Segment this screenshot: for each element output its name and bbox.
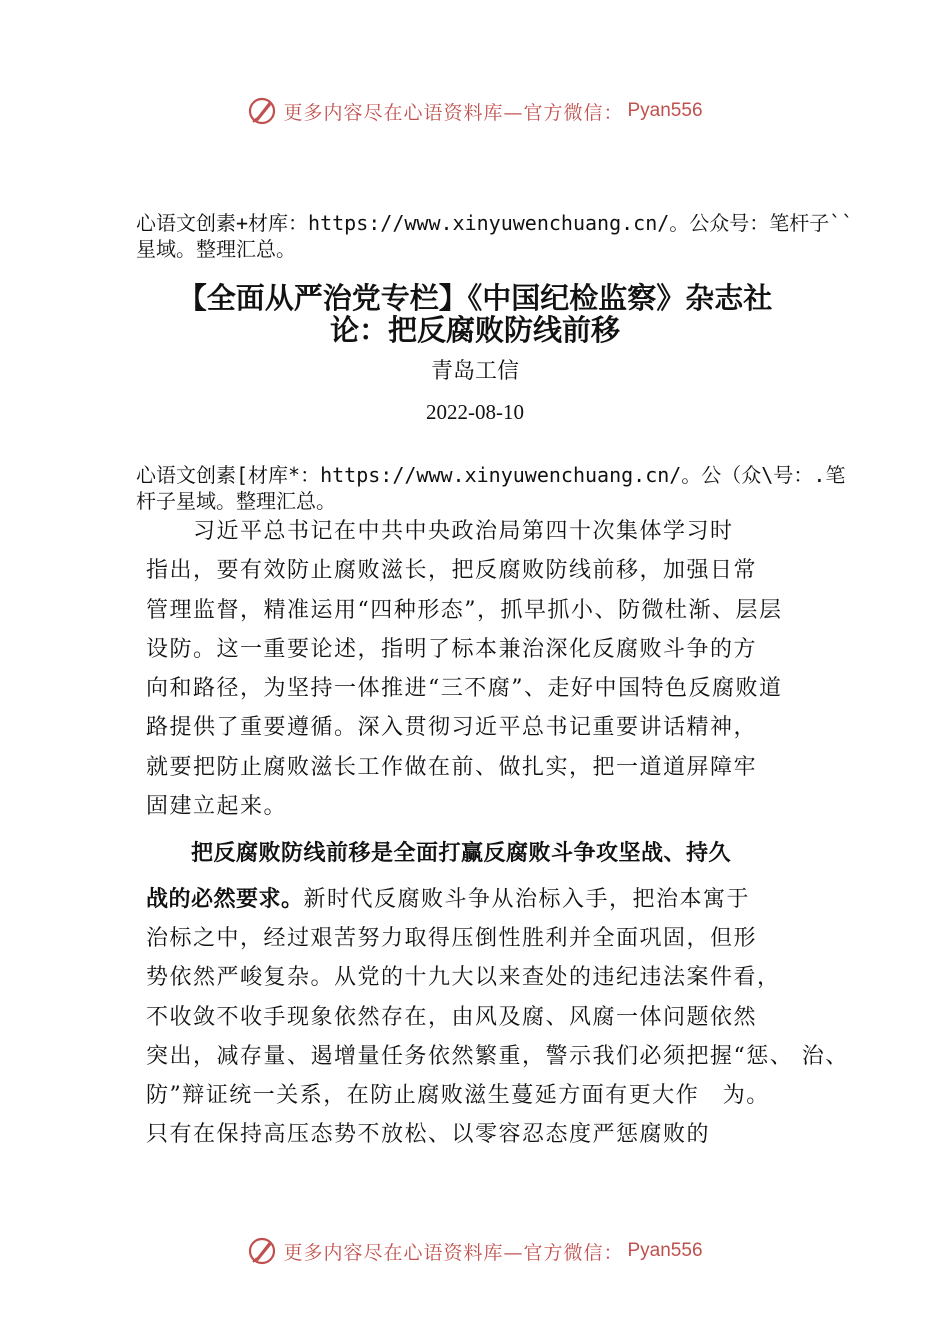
- text-line: 不收敛不收手现象依然存在，由风及腐、风腐一体问题依然: [146, 1004, 758, 1030]
- text-line: 治标之中，经过艰苦努力取得压倒性胜利并全面巩固，但形: [146, 926, 758, 952]
- paragraph-2: [146, 880, 849, 1154]
- text-line: 管理监督，精准运用“四种形态”，抓早抓小、防微杜渐、层层: [146, 597, 783, 623]
- source-note-top: 心语文创素+材库：https://www.xinyuwenchuang.cn/。公众号：笔杆子``星域。整理汇总。: [136, 211, 854, 261]
- text-line: 指出，要有效防止腐败滋长，把反腐败防线前移，加强日常: [146, 558, 758, 584]
- source-note-middle: 心语文创素[材库*：https://www.xinyuwenchuang.cn/。公（众\号：.笔杆子星域。整理汇总。: [136, 463, 846, 513]
- text-line: 路提供了重要遵循。深入贯彻习近平总书记重要讲话精神，: [146, 715, 758, 741]
- bold-lead-end: 战的必然要求。: [146, 887, 304, 912]
- text-line: 就要把防止腐败滋长工作做在前、做扎实，把一道道屏障牢: [146, 754, 758, 780]
- text-line: 习近平总书记在中共中央政治局第四十次集体学习时: [146, 519, 734, 544]
- banner-wechat-id: Pyan556: [627, 1240, 703, 1261]
- bold-lead-line: 把反腐败防线前移是全面打赢反腐败斗争攻坚战、持久: [146, 841, 732, 866]
- article-author: 青岛工信: [430, 359, 519, 384]
- text-line: 向和路径，为坚持一体推进“三不腐”、走好中国特色反腐败道: [146, 676, 783, 702]
- header-banner: [0, 96, 950, 126]
- article-date: 2022-08-10: [426, 400, 524, 424]
- text-line: 势依然严峻复杂。从党的十九大以来查处的违纪违法案件看，: [146, 965, 781, 991]
- banner-text: 更多内容尽在心语资料库—官方微信：: [283, 1241, 624, 1264]
- text-line: 防”辩证统一关系，在防止腐败滋生蔓延方面有更大作 为。: [146, 1082, 770, 1108]
- paragraph-1: [146, 512, 811, 826]
- banner-wechat-id: Pyan556: [627, 100, 703, 121]
- text-line: 突出，减存量、遏增量任务依然繁重，警示我们必须把握“惩、 治、: [146, 1043, 849, 1069]
- paragraph-2-heading: [146, 836, 811, 886]
- quill-logo-icon: [247, 1236, 277, 1266]
- article-title: 【全面从严治党专栏】《中国纪检监察》杂志社论：把反腐败防线前移: [177, 281, 773, 347]
- banner-text: 更多内容尽在心语资料库—官方微信：: [283, 101, 624, 124]
- text-line: 设防。这一重要论述，指明了标本兼治深化反腐败斗争的方: [146, 636, 758, 662]
- text-line: 新时代反腐败斗争从治标入手，把治本寓于: [303, 887, 751, 912]
- quill-logo-icon: [247, 96, 277, 126]
- footer-banner: [0, 1236, 950, 1266]
- text-line: 只有在保持高压态势不放松、以零容忍态度严惩腐败的: [146, 1122, 711, 1148]
- text-line: 固建立起来。: [146, 794, 288, 820]
